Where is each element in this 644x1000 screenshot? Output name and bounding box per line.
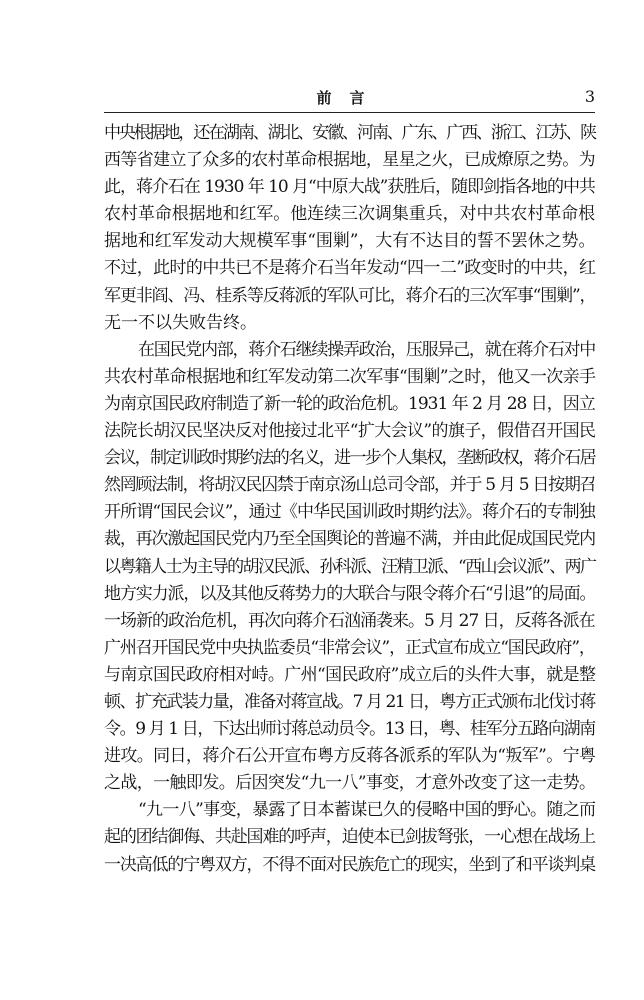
text-line: 裁，再次激起国民党内乃至全国舆论的普遍不满，并由此促成国民党内	[104, 529, 595, 550]
text-line: 起的团结御侮、共赴国难的呼声，迫使本已剑拔弩张，一心想在战场上	[104, 827, 595, 848]
text-line: 之战，一触即发。后因突发“九一八”事变，才意外改变了这一走势。	[104, 773, 596, 794]
text-line: 为南京国民政府制造了新一轮的政治危机。1931 年 2 月 28 日，因立	[104, 393, 595, 414]
text-line: 共农村革命根据地和红军发动第二次军事“围剿”之时，他又一次亲手	[104, 366, 596, 387]
text-line: 一场新的政治危机，再次向蒋介石汹涌袭来。5 月 27 日，反蒋各派在	[104, 610, 595, 631]
text-line: 开所谓“国民会议”，通过《中华民国训政时期约法》。蒋介石的专制独	[104, 502, 595, 523]
text-line: 然罔顾法制，将胡汉民囚禁于南京汤山总司令部，并于 5 月 5 日按期召	[104, 475, 596, 496]
text-line: 以粤籍人士为主导的胡汉民派、孙科派、汪精卫派、“西山会议派”、两广	[104, 556, 596, 577]
text-line: 顿、扩充武装力量，准备对蒋宣战。7 月 21 日，粤方正式颁布北伐讨蒋	[104, 691, 595, 712]
page-number: 3	[584, 87, 595, 106]
section-title: 前言	[316, 89, 383, 107]
text-line: 进攻。同日，蒋介石公开宣布粤方反蒋各派系的军队为“叛军”。宁粤	[104, 746, 596, 767]
text-line: 法院长胡汉民坚决反对他接过北平“扩大会议”的旗子，假借召开国民	[104, 421, 596, 442]
running-head	[104, 87, 595, 107]
text-line: 农村革命根据地和红军。他连续三次调集重兵，对中共农村革命根	[104, 204, 595, 225]
text-line: 无一不以失败告终。	[104, 312, 257, 333]
text-line: 地方实力派，以及其他反蒋势力的大联合与限令蒋介石“引退”的局面。	[104, 583, 596, 604]
header-rule	[104, 112, 595, 113]
paragraph-start-line: “九一八”事变，暴露了日本蓄谋已久的侵略中国的野心。随之而	[138, 800, 596, 821]
text-line: 广州召开国民党中央执监委员“非常会议”，正式宣布成立“国民政府”，	[104, 637, 595, 658]
text-line: 军更非阎、冯、桂系等反蒋派的军队可比，蒋介石的三次军事“围剿”，	[104, 285, 596, 306]
text-line: 据地和红军发动大规模军事“围剿”，大有不达目的誓不罢休之势。	[104, 231, 596, 252]
text-line: 此，蒋介石在 1930 年 10 月“中原大战”获胜后，随即剑指各地的中共	[104, 177, 595, 198]
text-line: 不过，此时的中共已不是蒋介石当年发动“四一二”政变时的中共，红	[104, 258, 596, 279]
text-line: 西等省建立了众多的农村革命根据地，星星之火，已成燎原之势。为	[104, 150, 595, 171]
text-line: 会议，制定训政时期约法的名义，进一步个人集权，垄断政权，蒋介石居	[104, 448, 595, 469]
paragraph-start-line: 在国民党内部，蒋介石继续操弄政治，压服异己，就在蒋介石对中	[138, 339, 595, 360]
text-line: 一决高低的宁粤双方，不得不面对民族危亡的现实，坐到了和平谈判桌	[104, 854, 595, 875]
body-text	[104, 120, 595, 879]
text-line: 中央根据地，还在湖南、湖北、安徽、河南、广东、广西、浙江、江苏、陕	[104, 123, 595, 143]
text-line: 与南京国民政府相对峙。广州“国民政府”成立后的头件大事，就是整	[104, 664, 596, 685]
text-line: 令。9 月 1 日，下达出师讨蒋总动员令。13 日，粤、桂军分五路向湖南	[104, 719, 595, 740]
